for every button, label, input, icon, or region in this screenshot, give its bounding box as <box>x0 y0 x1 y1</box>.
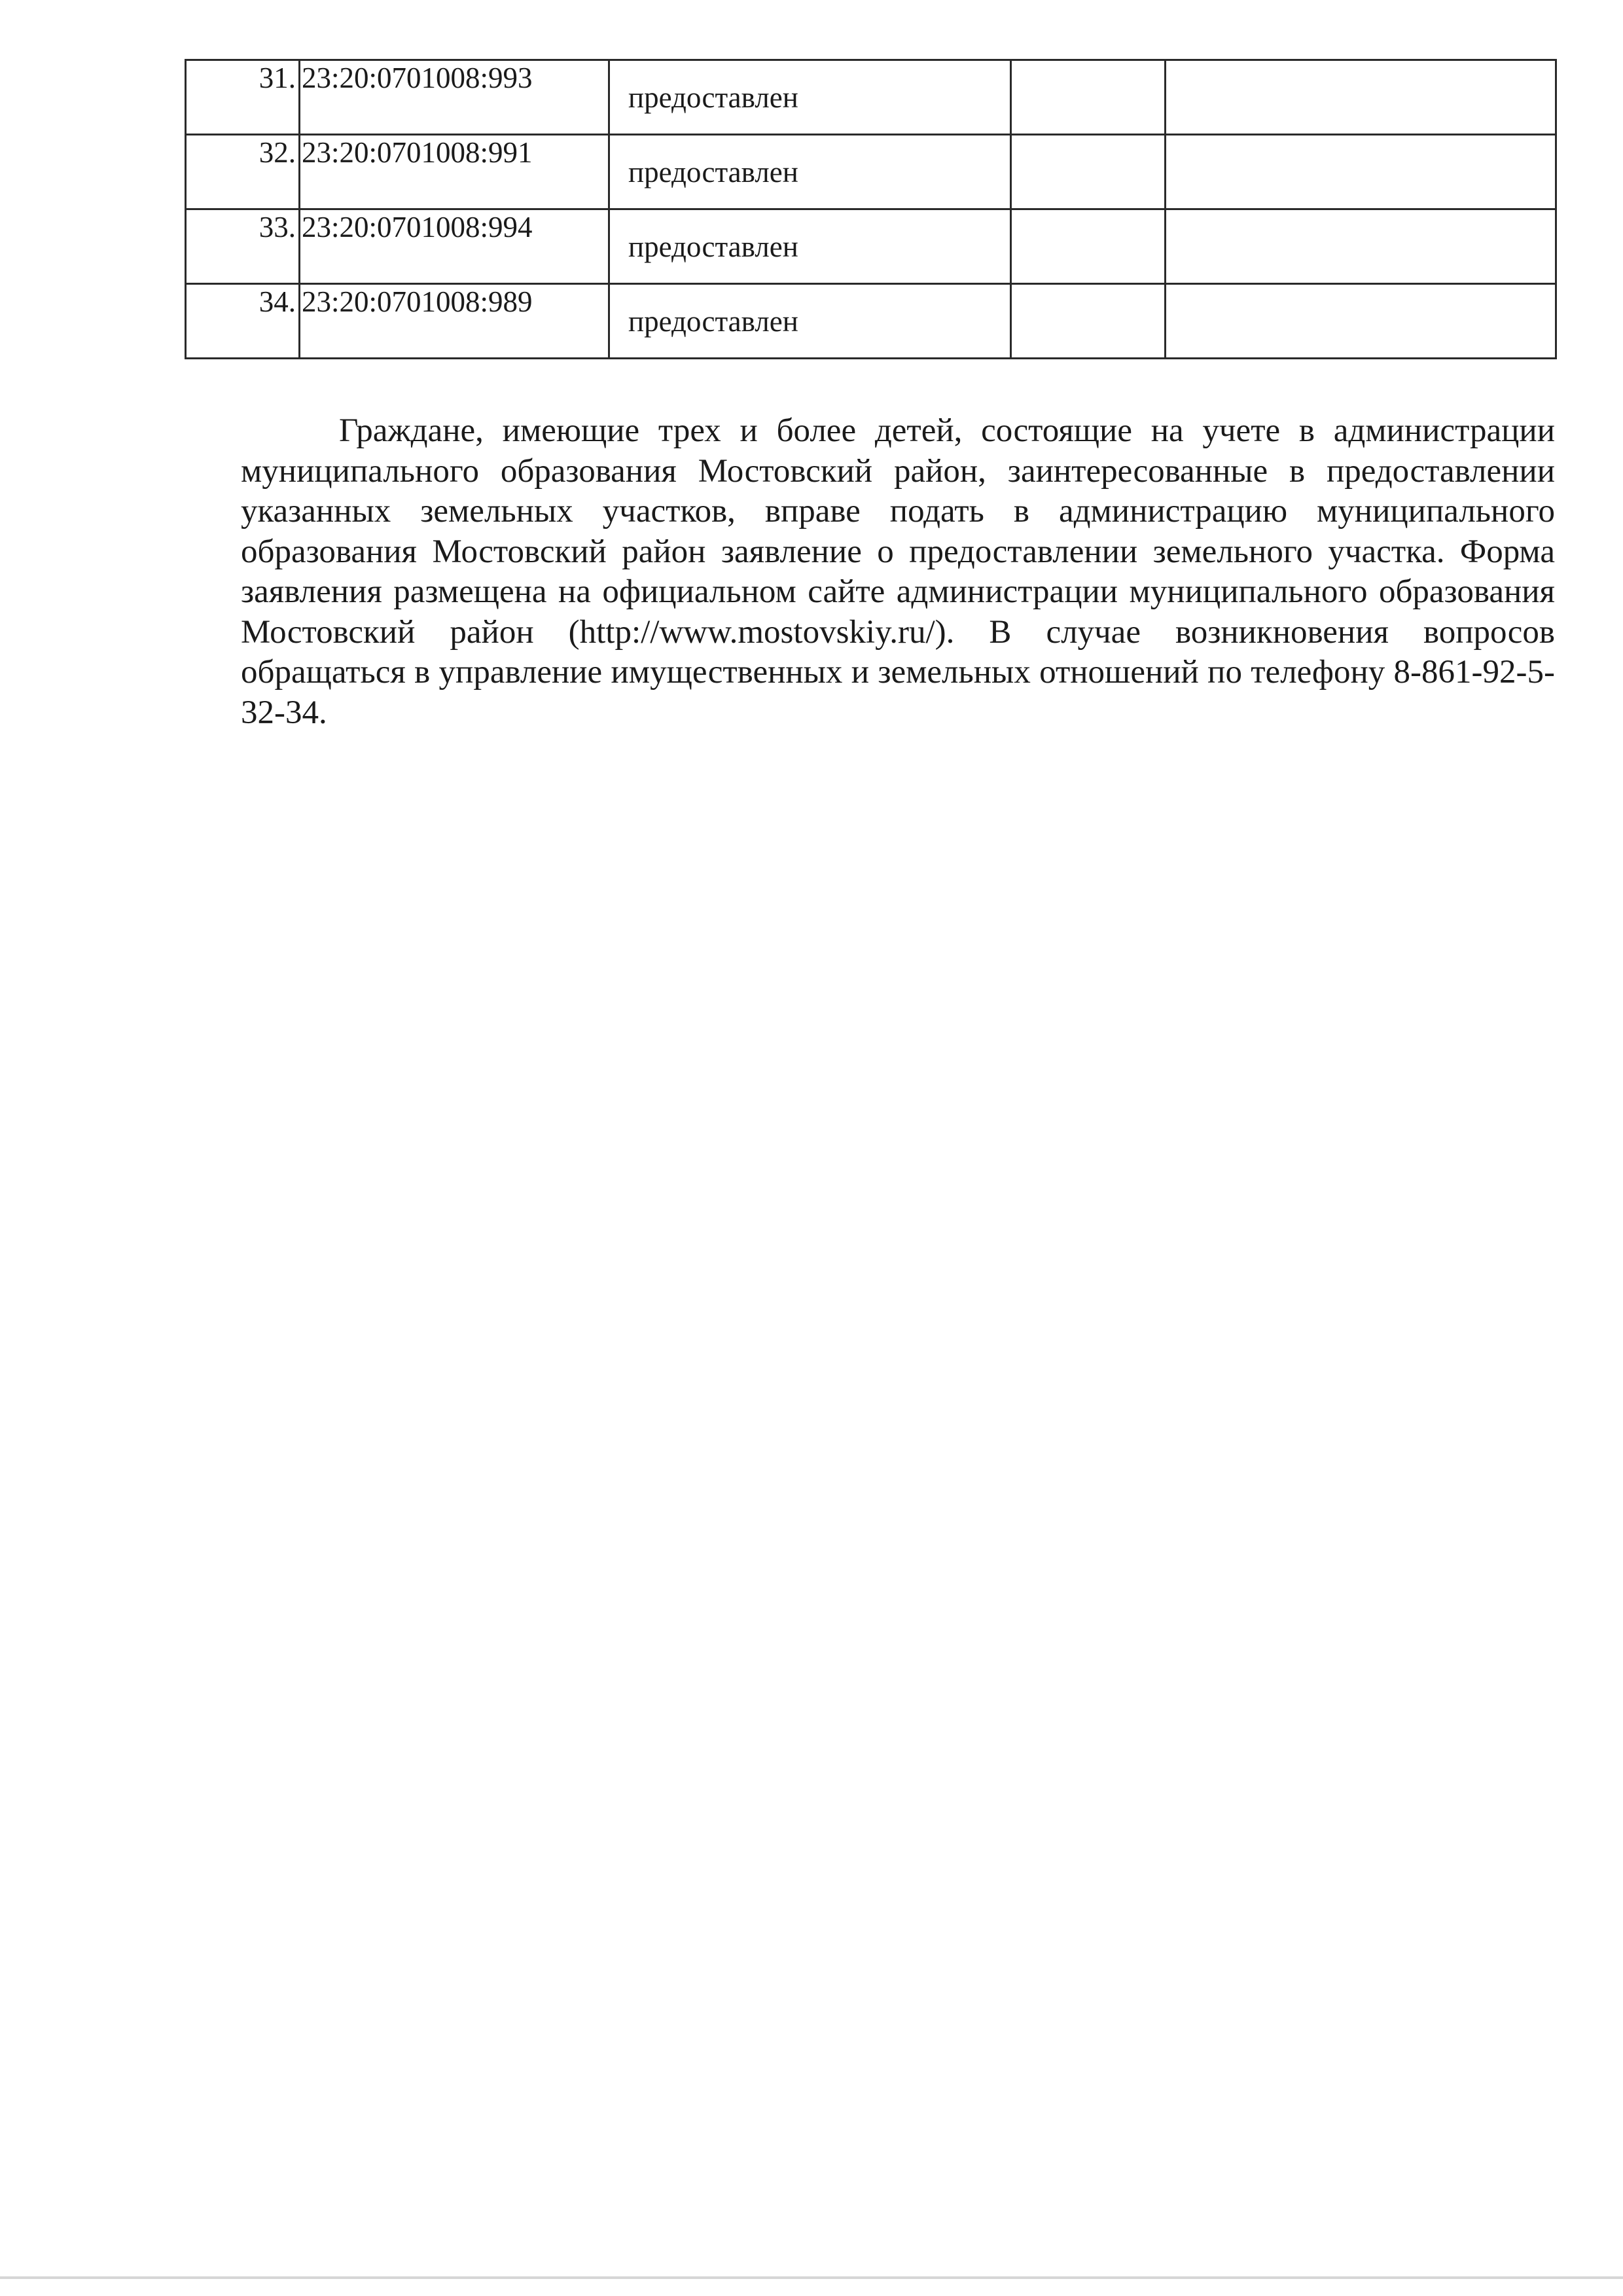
cadastral-number: 23:20:0701008:991 <box>300 135 609 209</box>
notice-paragraph: Граждане, имеющие трех и более детей, состоящие на учете в администрации муниципального образования Мостовский район, заинтересованные в предоставлении указанных земельных участков, вправе подать в администрацию муниципального образования Мостовский район заявление о предоставлении земельного участка. Форма заявления размещена на официальном сайте администрации муниципального образования Мостовский район (http://www.mostovskiy.ru/). В случае возникновения вопросов обращаться в управление имущественных и земельных отношений по телефону 8-861-92-5-32-34. <box>241 412 1555 731</box>
empty-cell <box>1166 135 1556 209</box>
cadastral-number: 23:20:0701008:993 <box>300 60 609 135</box>
empty-cell <box>1011 209 1166 284</box>
cadastral-number: 23:20:0701008:994 <box>300 209 609 284</box>
empty-cell <box>1166 60 1556 135</box>
plot-status: предоставлен <box>609 60 1011 135</box>
table-row <box>186 60 1556 135</box>
empty-cell <box>1011 60 1166 135</box>
empty-cell <box>1166 284 1556 359</box>
land-plots-table <box>185 59 1557 359</box>
empty-cell <box>1011 284 1166 359</box>
row-number: 31. <box>186 60 300 135</box>
table-row <box>186 209 1556 284</box>
table-row <box>186 284 1556 359</box>
row-number: 34. <box>186 284 300 359</box>
empty-cell <box>1166 209 1556 284</box>
row-number: 33. <box>186 209 300 284</box>
plot-status: предоставлен <box>609 209 1011 284</box>
scan-edge-line <box>0 2276 1623 2279</box>
cadastral-number: 23:20:0701008:989 <box>300 284 609 359</box>
table-row <box>186 135 1556 209</box>
plot-status: предоставлен <box>609 284 1011 359</box>
plot-status: предоставлен <box>609 135 1011 209</box>
row-number: 32. <box>186 135 300 209</box>
empty-cell <box>1011 135 1166 209</box>
